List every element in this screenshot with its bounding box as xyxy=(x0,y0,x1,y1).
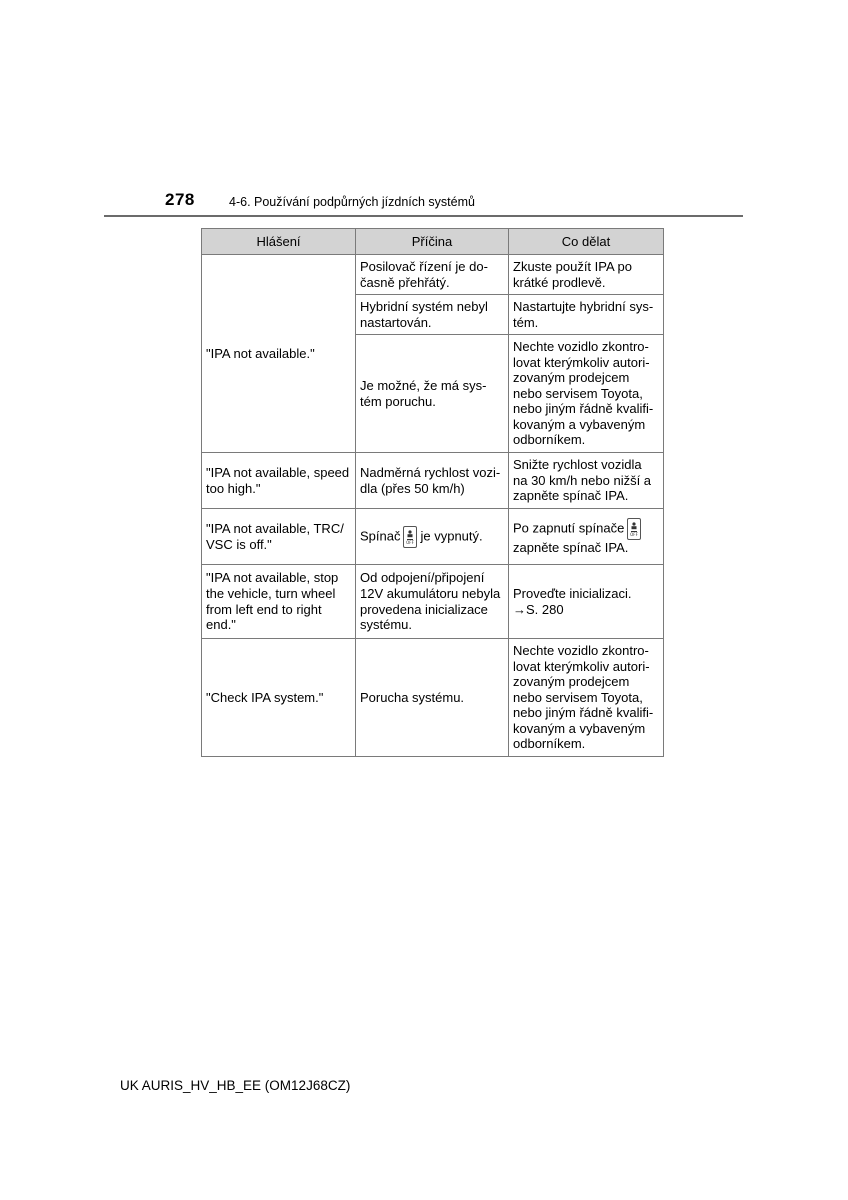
message-cell: "Check IPA system." xyxy=(202,639,356,757)
message-cell: "IPA not available." xyxy=(202,255,356,453)
page-reference: →S. 280 xyxy=(513,601,564,617)
table-header-row xyxy=(202,229,664,255)
action-cell xyxy=(509,509,664,565)
action-cell: Nechte vozidlo zkontro-lovat kterýmkoliv autori-zovaným prodejcem nebo servisem Toyota, nebo jiným řádně kvalifi-kovaným a vybaveným odborníkem. xyxy=(509,639,664,757)
action-cell: Nechte vozidlo zkontro-lovat kterýmkoliv autori-zovaným prodejcem nebo servisem Toyota, nebo jiným řádně kvalifi-kovaným a vybaveným odborníkem. xyxy=(509,335,664,453)
table-row xyxy=(202,509,664,565)
cause-cell: Nadměrná rychlost vozi-dla (přes 50 km/h) xyxy=(356,453,509,509)
cause-cell: Je možné, že má sys-tém poruchu. xyxy=(356,335,509,453)
table-row xyxy=(202,639,664,757)
cause-cell: Porucha systému. xyxy=(356,639,509,757)
table-row xyxy=(202,565,664,639)
action-text-after: zapněte spínač IPA. xyxy=(513,539,629,555)
cause-cell xyxy=(356,509,509,565)
message-cell: "IPA not available, stop the vehicle, turn wheel from left end to right end." xyxy=(202,565,356,639)
document-footer: UK AURIS_HV_HB_EE (OM12J68CZ) xyxy=(120,1078,351,1093)
action-cell: Snižte rychlost vozidla na 30 km/h nebo nižší a zapněte spínač IPA. xyxy=(509,453,664,509)
column-header-cause: Příčina xyxy=(356,229,509,255)
column-header-action: Co dělat xyxy=(509,229,664,255)
page-number: 278 xyxy=(165,190,195,209)
message-cell: "IPA not available, speed too high." xyxy=(202,453,356,509)
ipa-messages-table xyxy=(201,228,664,757)
action-text-before: Po zapnutí spínače xyxy=(513,520,625,536)
svg-text:OFF: OFF xyxy=(630,531,639,537)
column-header-message: Hlášení xyxy=(202,229,356,255)
table-row xyxy=(202,453,664,509)
ipa-switch-icon xyxy=(403,526,417,548)
cause-text-after: je vypnutý. xyxy=(420,527,483,543)
header-divider xyxy=(104,215,743,217)
table-row xyxy=(202,255,664,295)
cause-cell: Posilovač řízení je do-časně přehřátý. xyxy=(356,255,509,295)
cause-cell: Hybridní systém nebyl nastartován. xyxy=(356,295,509,335)
ipa-switch-icon xyxy=(627,518,641,540)
action-text-line1: Proveďte inicializaci. xyxy=(513,585,632,601)
message-cell: "IPA not available, TRC/ VSC is off." xyxy=(202,509,356,565)
action-cell: Nastartujte hybridní sys-tém. xyxy=(509,295,664,335)
cause-cell: Od odpojení/připojení 12V akumulátoru nebyla provedena inicializace systému. xyxy=(356,565,509,639)
action-cell: Zkuste použít IPA po krátké prodlevě. xyxy=(509,255,664,295)
cause-text-before: Spínač xyxy=(360,527,401,543)
section-title: 4-6. Používání podpůrných jízdních systémů xyxy=(229,195,475,209)
svg-text:OFF: OFF xyxy=(406,539,415,545)
action-cell xyxy=(509,565,664,639)
